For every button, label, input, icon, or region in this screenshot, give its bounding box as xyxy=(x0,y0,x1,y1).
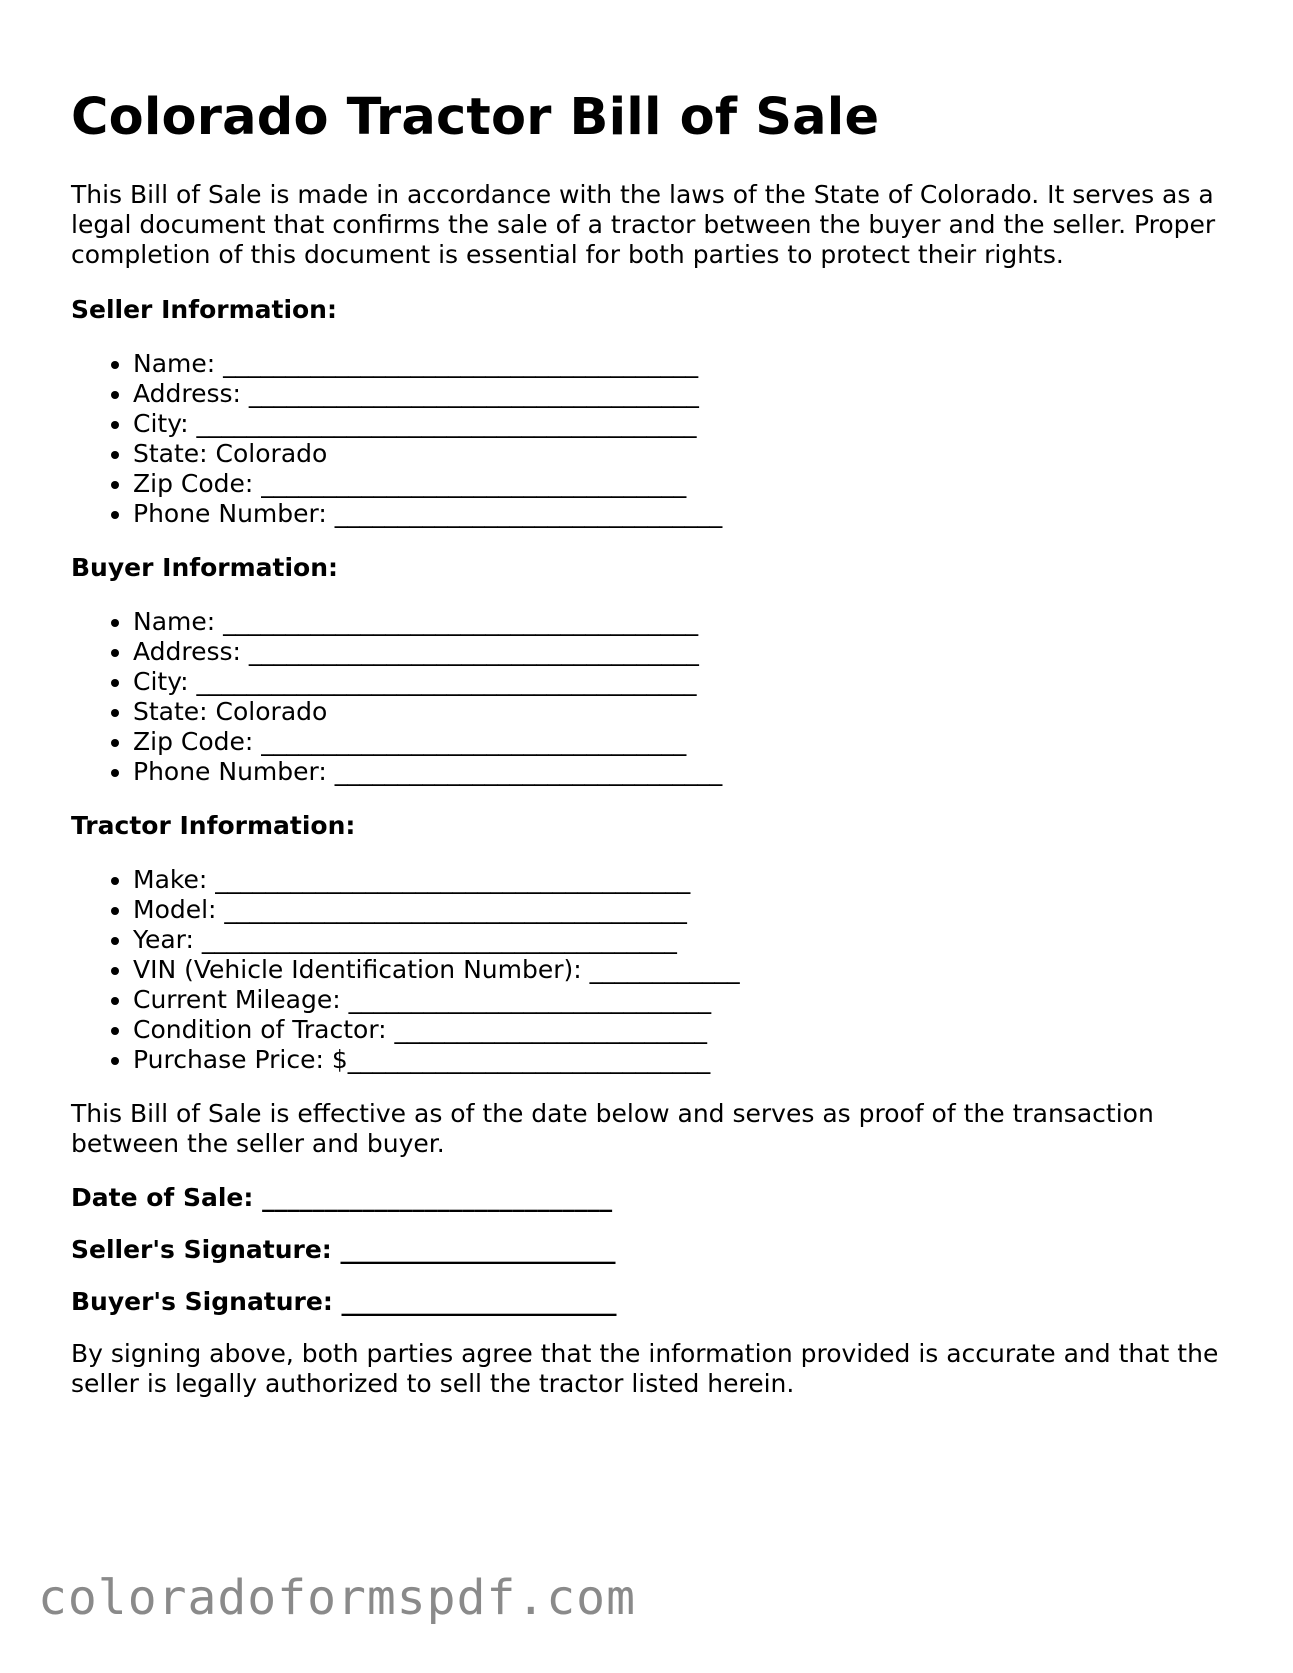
document-page xyxy=(71,86,1221,1399)
buyer-fields-list xyxy=(71,607,1221,787)
buyer-state-field: • State: Colorado xyxy=(133,697,1221,727)
buyer-zip-field: • Zip Code: __________________________________ xyxy=(133,727,1221,757)
buyer-phone-field: • Phone Number: _______________________________ xyxy=(133,757,1221,787)
buyer-address-field: • Address: ____________________________________ xyxy=(133,637,1221,667)
seller-signature-line: Seller's Signature: ______________________ xyxy=(71,1235,616,1264)
page-title: Colorado Tractor Bill of Sale xyxy=(71,88,880,147)
tractor-vin-field: • VIN (Vehicle Identification Number): ____________ xyxy=(133,955,1221,985)
final-paragraph: By signing above, both parties agree that the information provided is accurate and that the seller is legally authorized to sell the tractor listed herein. xyxy=(71,1339,1219,1398)
seller-zip-field: • Zip Code: __________________________________ xyxy=(133,469,1221,499)
seller-city-field: • City: ________________________________________ xyxy=(133,409,1221,439)
buyer-name-field: • Name: ______________________________________ xyxy=(133,607,1221,637)
tractor-make-field: • Make: ______________________________________ xyxy=(133,865,1221,895)
tractor-year-field: • Year: ______________________________________ xyxy=(133,925,1221,955)
watermark: coloradoformspdf.com xyxy=(38,1570,636,1626)
tractor-mileage-field: • Current Mileage: _____________________________ xyxy=(133,985,1221,1015)
tractor-model-field: • Model: _____________________________________ xyxy=(133,895,1221,925)
intro-paragraph: This Bill of Sale is made in accordance with the laws of the State of Colorado. It serves as a legal document that confirms the sale of a tractor between the buyer and the seller. Proper completion of this document is essential for both parties to protect their rights. xyxy=(71,180,1216,269)
date-of-sale-line: Date of Sale: ____________________________ xyxy=(71,1183,613,1212)
buyer-section-heading: Buyer Information: xyxy=(71,553,339,582)
tractor-fields-list xyxy=(71,865,1221,1075)
seller-name-field: • Name: ______________________________________ xyxy=(133,349,1221,379)
seller-phone-field: • Phone Number: _______________________________ xyxy=(133,499,1221,529)
seller-section-heading: Seller Information: xyxy=(71,295,337,324)
seller-state-field: • State: Colorado xyxy=(133,439,1221,469)
buyer-signature-line: Buyer's Signature: ______________________ xyxy=(71,1287,617,1316)
tractor-section-heading: Tractor Information: xyxy=(71,811,356,840)
closing-paragraph: This Bill of Sale is effective as of the date below and serves as proof of the transaction between the seller and buyer. xyxy=(71,1099,1154,1158)
tractor-condition-field: • Condition of Tractor: _________________________ xyxy=(133,1015,1221,1045)
seller-address-field: • Address: ____________________________________ xyxy=(133,379,1221,409)
seller-fields-list xyxy=(71,349,1221,529)
tractor-price-field: • Purchase Price: $_____________________________ xyxy=(133,1045,1221,1075)
buyer-city-field: • City: ________________________________________ xyxy=(133,667,1221,697)
